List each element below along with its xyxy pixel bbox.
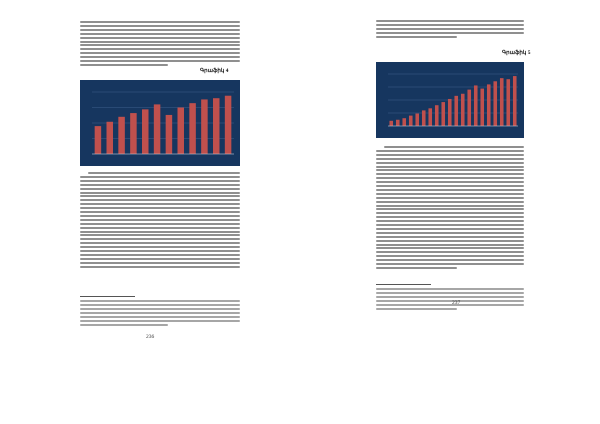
text-line: [80, 316, 240, 318]
text-line: [80, 37, 240, 39]
text-line: [376, 162, 524, 164]
text-line: [376, 220, 524, 222]
chart-bar: [225, 96, 232, 154]
chart-bar: [513, 76, 517, 126]
right-footnote-rule: [376, 284, 431, 285]
chart-bar: [389, 121, 393, 126]
chart-bar: [106, 122, 113, 154]
text-line: [80, 227, 240, 229]
text-line: [376, 236, 524, 238]
left-chart-heading-label: Գրաֆիկ 4: [200, 68, 229, 74]
text-line: [80, 242, 240, 244]
text-line: [376, 173, 524, 175]
text-line: [80, 184, 240, 186]
text-line: [80, 52, 240, 54]
chart-bar: [448, 99, 452, 126]
left-footnote-rule: [80, 296, 135, 297]
chart-bar: [500, 78, 504, 126]
chart-bar: [428, 108, 432, 126]
right-page-number: 237: [452, 300, 461, 306]
text-line: [80, 29, 240, 31]
text-line: [80, 48, 240, 50]
text-line: [80, 41, 240, 43]
text-line: [80, 203, 240, 205]
text-line: [80, 266, 240, 268]
text-line: [80, 60, 240, 62]
chart-bar: [435, 105, 439, 126]
text-line: [376, 193, 524, 195]
text-line: [376, 158, 524, 160]
chart-bar: [441, 102, 445, 126]
chart-bar: [454, 96, 458, 126]
chart-bar: [402, 118, 406, 126]
text-line: [376, 255, 524, 257]
text-line: [80, 234, 240, 236]
text-line: [376, 259, 524, 261]
chart-bar: [201, 99, 208, 154]
text-line: [376, 296, 524, 298]
text-line: [80, 56, 240, 58]
text-line: [376, 224, 524, 226]
text-line: [376, 177, 524, 179]
text-line: [376, 36, 457, 38]
text-line: [80, 44, 240, 46]
text-line: [376, 292, 524, 294]
chart-bar: [130, 113, 137, 154]
chart-bar: [409, 116, 413, 126]
text-line: [80, 250, 240, 252]
text-line: [80, 312, 240, 314]
text-line: [80, 219, 240, 221]
text-line: [376, 308, 457, 310]
text-line: [376, 197, 524, 199]
text-line: [80, 21, 240, 23]
chart-bar: [396, 120, 400, 126]
text-line: [376, 150, 524, 152]
right-page: [300, 0, 600, 424]
right-bar-chart-svg: [376, 62, 524, 138]
text-line: [376, 24, 524, 26]
chart-bar: [142, 109, 149, 154]
text-line: [80, 223, 240, 225]
text-line: [376, 212, 524, 214]
text-line: [376, 244, 524, 246]
text-line: [376, 304, 524, 306]
text-line: [80, 64, 168, 66]
chart-bar: [166, 115, 173, 154]
text-line: [376, 216, 524, 218]
text-line: [376, 169, 524, 171]
chart-bar: [154, 104, 161, 154]
text-line: [80, 199, 240, 201]
left-chart-heading: [200, 68, 229, 75]
text-line: [376, 228, 524, 230]
chart-bar: [474, 85, 478, 126]
text-line: [376, 201, 524, 203]
text-line: [376, 28, 524, 30]
chart-bar: [189, 103, 196, 154]
left-page-number: 236: [146, 334, 155, 340]
chart-bar: [415, 114, 419, 126]
left-bar-chart: [80, 80, 240, 166]
text-line: [80, 33, 240, 35]
right-bar-chart: [376, 62, 524, 138]
text-line: [80, 231, 240, 233]
chart-bar: [461, 94, 465, 126]
text-line: [80, 180, 240, 182]
text-line: [80, 195, 240, 197]
text-line: [376, 166, 524, 168]
text-line: [376, 208, 524, 210]
text-line: [376, 263, 524, 265]
text-line: [80, 207, 240, 209]
text-line: [88, 172, 240, 174]
text-line: [80, 215, 240, 217]
text-line: [376, 251, 524, 253]
text-line: [80, 192, 240, 194]
text-line: [80, 308, 240, 310]
text-line: [376, 154, 524, 156]
chart-bar: [422, 110, 426, 126]
chart-bar: [493, 81, 497, 126]
text-line: [80, 25, 240, 27]
text-line: [376, 205, 524, 207]
chart-bar: [95, 126, 102, 154]
text-line: [384, 146, 524, 148]
text-line: [80, 238, 240, 240]
text-line: [376, 32, 524, 34]
right-chart-heading-label: Գրաֆիկ 5: [502, 50, 531, 56]
text-line: [80, 324, 168, 326]
text-line: [376, 288, 524, 290]
text-line: [376, 240, 524, 242]
chart-bar: [487, 84, 491, 126]
text-line: [80, 211, 240, 213]
chart-bar: [480, 89, 484, 126]
text-line: [376, 267, 457, 269]
chart-bar: [467, 90, 471, 126]
text-line: [80, 246, 240, 248]
chart-bar: [506, 79, 510, 126]
right-chart-heading: [502, 50, 531, 57]
text-line: [376, 247, 524, 249]
chart-bar: [118, 117, 125, 154]
text-line: [376, 189, 524, 191]
text-line: [80, 300, 240, 302]
left-bar-chart-svg: [80, 80, 240, 166]
chart-bar: [177, 108, 184, 155]
text-line: [376, 232, 524, 234]
chart-bar: [213, 98, 220, 154]
text-line: [80, 188, 240, 190]
text-line: [376, 300, 524, 302]
text-line: [376, 185, 524, 187]
text-line: [376, 181, 524, 183]
text-line: [80, 176, 240, 178]
text-line: [80, 258, 240, 260]
text-line: [80, 320, 240, 322]
text-line: [376, 20, 524, 22]
text-line: [80, 304, 240, 306]
text-line: [80, 254, 240, 256]
text-line: [80, 262, 240, 264]
